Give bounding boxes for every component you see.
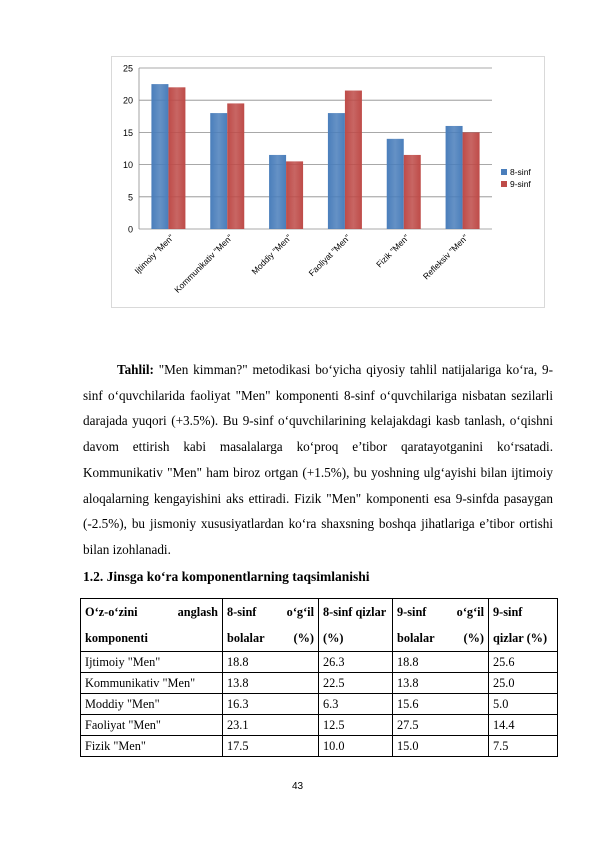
bar-8-sinf-0	[151, 84, 168, 229]
table-cell: Ijtimoiy "Men"	[81, 652, 223, 673]
table-row	[81, 694, 558, 715]
header-9-boys: 9-sinf o‘g‘il bolalar (%)	[393, 599, 489, 652]
chart-svg	[112, 57, 546, 309]
table-cell: 15.6	[393, 694, 489, 715]
table-cell: 13.8	[223, 673, 319, 694]
table-cell: 22.5	[319, 673, 393, 694]
header-8-boys: 8-sinf o‘g‘il bolalar (%)	[223, 599, 319, 652]
section-heading: 1.2. Jinsga ko‘ra komponentlarning taqsimlanishi	[83, 569, 370, 584]
table-cell: 23.1	[223, 715, 319, 736]
x-tick-label: Fizik "Men"	[374, 232, 412, 270]
bar-9-sinf-5	[463, 132, 480, 229]
table-cell: 13.8	[393, 673, 489, 694]
table-header-row	[81, 599, 558, 652]
y-tick-label: 15	[122, 127, 133, 138]
x-tick-label: Kommunikativ "Men"	[172, 232, 235, 295]
table-cell: 27.5	[393, 715, 489, 736]
bar-9-sinf-0	[168, 87, 185, 229]
table-row	[81, 673, 558, 694]
bar-8-sinf-5	[446, 126, 463, 229]
legend-swatch-9-sinf	[501, 181, 507, 187]
table-cell: 18.8	[223, 652, 319, 673]
table-cell: 6.3	[319, 694, 393, 715]
table-cell: 15.0	[393, 736, 489, 757]
table-cell: 26.3	[319, 652, 393, 673]
analysis-paragraph	[83, 357, 553, 563]
bar-chart	[111, 56, 545, 308]
analysis-label: Tahlil:	[117, 362, 154, 377]
table-cell: 25.6	[489, 652, 558, 673]
table-cell: 10.0	[319, 736, 393, 757]
y-tick-label: 20	[122, 95, 133, 106]
page-number: 43	[291, 781, 304, 792]
bar-9-sinf-1	[227, 103, 244, 229]
bar-8-sinf-2	[269, 155, 286, 229]
table-row	[81, 652, 558, 673]
table-cell: 25.0	[489, 673, 558, 694]
legend-label-8-sinf: 8-sinf	[510, 167, 531, 177]
header-9-girls: 9-sinf qizlar (%)	[489, 599, 558, 652]
table-cell: 14.4	[489, 715, 558, 736]
table-cell: 12.5	[319, 715, 393, 736]
analysis-text: "Men kimman?" metodikasi bo‘yicha qiyosiy tahlil natijalariga ko‘ra, 9-sinf o‘quvchilarida faoliyat "Men" komponenti 8-sinf o‘quvchilariga nisbatan sezilarli darajada yuqori (+3.5%). Bu 9-sinf o‘quvchilarining kelajakdagi kasb tanlash, o‘qishni davom ettirish kabi masalalarga ko‘proq e’tibor qaratayotganini ko‘rsatadi. Kommunikativ "Men" ham biroz ortgan (+1.5%), bu yoshning ulg‘ayishi bilan ijtimoiy aloqalarning kengayishini aks ettiradi. Fizik "Men" komponenti esa 9-sinfda pasaygan (-2.5%), bu jismoniy xususiyatlardan ko‘ra shaxsning boshqa jihatlariga e’tibor ortishi bilan izohlanadi.	[83, 362, 553, 557]
table-cell: 7.5	[489, 736, 558, 757]
components-table	[80, 598, 558, 757]
table-cell: 5.0	[489, 694, 558, 715]
table-cell: Faoliyat "Men"	[81, 715, 223, 736]
table-cell: 17.5	[223, 736, 319, 757]
bar-9-sinf-4	[404, 155, 421, 229]
table-cell: 16.3	[223, 694, 319, 715]
table-cell: Fizik "Men"	[81, 736, 223, 757]
table-row	[81, 736, 558, 757]
bar-8-sinf-4	[387, 139, 404, 229]
header-component: O‘z-o‘zini anglash komponenti	[81, 599, 223, 652]
bar-8-sinf-1	[210, 113, 227, 229]
bar-9-sinf-3	[345, 91, 362, 229]
x-tick-label: Ijtimoiy "Men"	[132, 232, 176, 276]
x-tick-label: Faoliyat "Men"	[306, 232, 353, 279]
legend-label-9-sinf: 9-sinf	[510, 179, 531, 189]
table-row	[81, 715, 558, 736]
table-cell: Kommunikativ "Men"	[81, 673, 223, 694]
y-tick-label: 5	[127, 192, 133, 203]
y-tick-label: 25	[122, 63, 133, 74]
y-tick-label: 0	[127, 224, 133, 235]
bar-8-sinf-3	[328, 113, 345, 229]
y-tick-label: 10	[122, 160, 133, 171]
legend-swatch-8-sinf	[501, 169, 507, 175]
x-tick-label: Moddiy "Men"	[249, 232, 294, 277]
table-cell: 18.8	[393, 652, 489, 673]
bar-9-sinf-2	[286, 161, 303, 229]
header-8-girls: 8-sinf qizlar (%)	[319, 599, 393, 652]
x-tick-label: Refleksiv "Men"	[420, 232, 470, 282]
table-cell: Moddiy "Men"	[81, 694, 223, 715]
